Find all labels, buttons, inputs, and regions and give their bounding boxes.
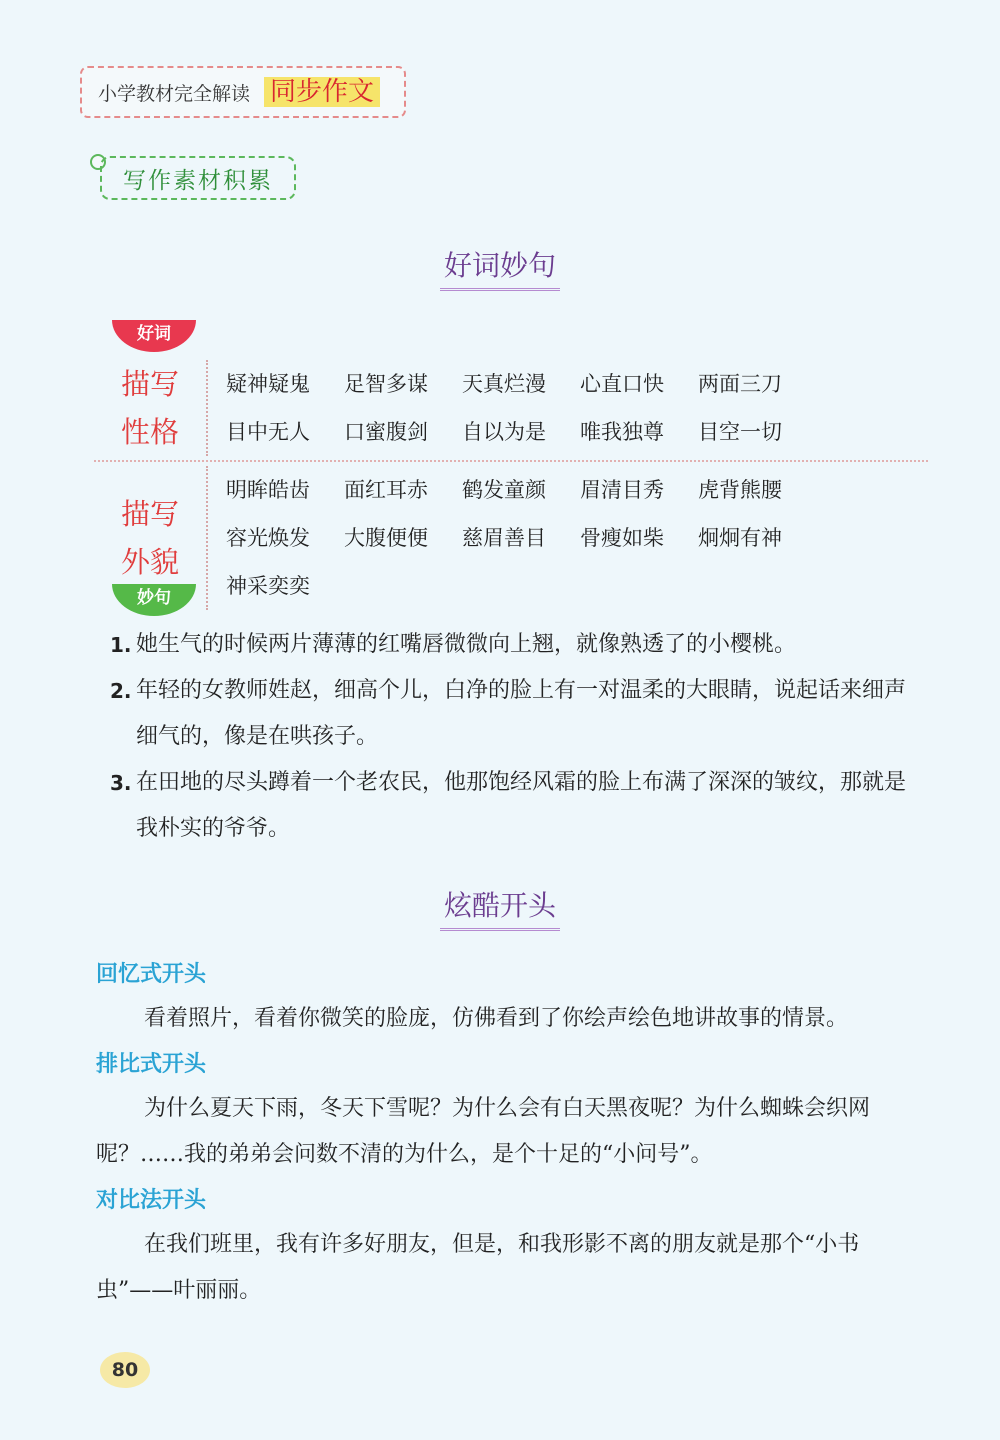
good-word: 两面三刀 <box>698 372 782 396</box>
opening-type-title: 回忆式开头 <box>96 961 207 987</box>
good-sentences-list <box>110 622 920 852</box>
category-label-line: 性格 <box>120 415 179 449</box>
word-category-row <box>94 360 928 456</box>
good-word: 鹤发童颜 <box>462 478 546 502</box>
page-number: 80 <box>100 1352 150 1388</box>
good-word: 慈眉善目 <box>462 526 546 550</box>
good-words-table <box>94 360 928 610</box>
category-words <box>208 360 928 456</box>
sentence-number: 1. <box>110 633 132 657</box>
opening-type-title: 排比式开头 <box>96 1051 207 1077</box>
sentence-number: 2. <box>110 679 132 703</box>
good-word: 神采奕奕 <box>226 574 310 598</box>
good-word: 炯炯有神 <box>698 526 782 550</box>
opening-example-text: 看着照片，看着你微笑的脸庞，仿佛看到了你绘声绘色地讲故事的情景。 <box>144 1006 849 1031</box>
good-word: 目中无人 <box>226 420 310 444</box>
sentence-number: 3. <box>110 771 132 795</box>
good-word: 自以为是 <box>462 420 546 444</box>
word-category-row <box>94 466 928 610</box>
good-word: 明眸皓齿 <box>226 478 310 502</box>
sentence-text: 年轻的女教师姓赵，细高个儿，白净的脸上有一对温柔的大眼睛，说起话来细声细气的，像是在哄孩子。 <box>136 678 907 749</box>
category-label-line: 描写 <box>120 367 179 401</box>
good-word: 唯我独尊 <box>580 420 664 444</box>
good-words-badge: 好词 <box>112 320 196 352</box>
good-word: 口蜜腹剑 <box>344 420 428 444</box>
good-word: 骨瘦如柴 <box>580 526 664 550</box>
good-word: 心直口快 <box>580 372 664 396</box>
good-sentence <box>110 622 920 668</box>
category-words <box>208 466 928 610</box>
cool-openings-list <box>96 952 926 1314</box>
book-name: 同步作文 <box>264 77 380 107</box>
sentence-text: 她生气的时候两片薄薄的红嘴唇微微向上翘，就像熟透了的小樱桃。 <box>136 632 797 657</box>
good-words-heading: 好词妙句 <box>0 244 1000 291</box>
good-word: 天真烂漫 <box>462 372 546 396</box>
good-word: 容光焕发 <box>226 526 310 550</box>
good-word: 目空一切 <box>698 420 782 444</box>
good-sentence <box>110 668 920 760</box>
opening-example-text: 为什么夏天下雨，冬天下雪呢？为什么会有白天黑夜呢？为什么蜘蛛会织网呢？……我的弟弟会问数不清的为什么，是个十足的“小问号”。 <box>96 1096 871 1167</box>
category-divider <box>94 460 928 462</box>
opening-type-title: 对比法开头 <box>96 1187 207 1213</box>
good-sentences-badge: 妙句 <box>112 584 196 616</box>
opening-example-text: 在我们班里，我有许多好朋友，但是，和我形影不离的朋友就是那个“小书虫”——叶丽丽。 <box>96 1232 860 1303</box>
good-word: 足智多谋 <box>344 372 428 396</box>
section-tag: 写作素材积累 <box>100 156 296 200</box>
category-label-line: 描写 <box>120 497 179 531</box>
book-series: 小学教材完全解读 <box>98 82 251 105</box>
cool-openings-heading: 炫酷开头 <box>0 884 1000 931</box>
sentence-text: 在田地的尽头蹲着一个老农民，他那饱经风霜的脸上布满了深深的皱纹，那就是我朴实的爷爷。 <box>136 770 907 841</box>
good-word: 眉清目秀 <box>580 478 664 502</box>
good-word: 大腹便便 <box>344 526 428 550</box>
category-label <box>94 360 208 456</box>
good-word: 虎背熊腰 <box>698 478 782 502</box>
category-label-line: 外貌 <box>120 545 179 579</box>
book-header-tag <box>80 66 406 118</box>
good-word: 面红耳赤 <box>344 478 428 502</box>
good-word: 疑神疑鬼 <box>226 372 310 396</box>
good-sentence <box>110 760 920 852</box>
